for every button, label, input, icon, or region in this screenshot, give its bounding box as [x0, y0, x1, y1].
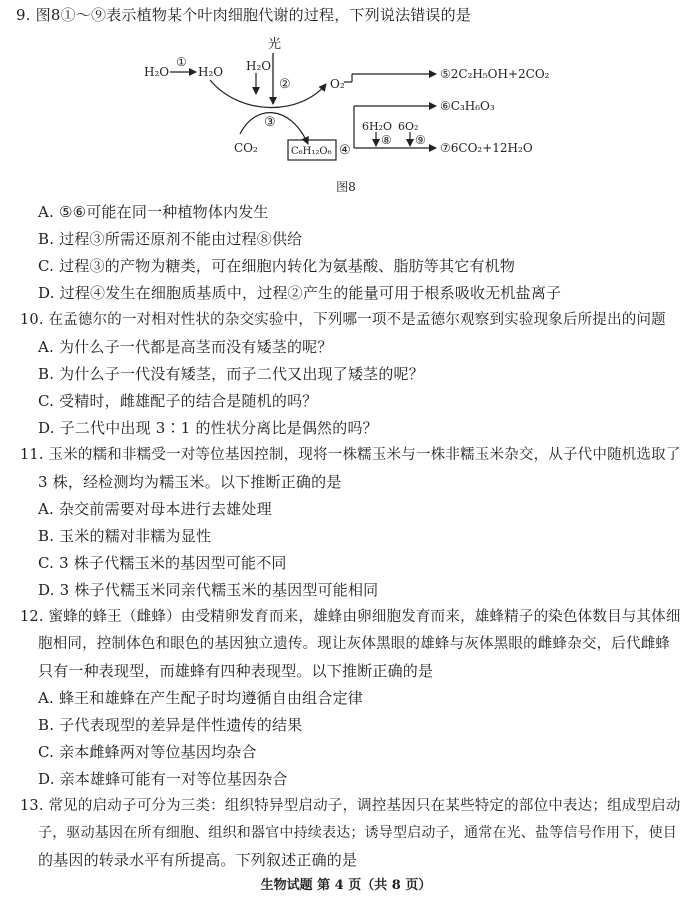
h2o-mid: H₂O: [198, 65, 224, 79]
q10-option-a: A. 为什么子一代都是高茎而没有矮茎的呢？: [38, 338, 333, 356]
q12-option-b: B. 子代表现型的差异是伴性遗传的结果: [38, 716, 303, 734]
metabolism-diagram: [140, 36, 560, 168]
q13-stem-line3: 的基因的转录水平有所提高。下列叙述正确的是: [38, 851, 358, 869]
q12-stem-line2: 胞相同，控制体色和眼色的基因独立遗传。现让灰体黑眼的雄蜂与灰体黑眼的雌蜂杂交，后代雌蜂: [38, 636, 671, 652]
q10-option-b: B. 为什么子一代没有矮茎，而子二代又出现了矮茎的呢？: [38, 365, 424, 383]
q10-stem: 10. 在孟德尔的一对相对性状的杂交实验中，下列哪一项不是孟德尔观察到实验现象后所提出的问题: [20, 312, 666, 328]
water-split-curve: [210, 80, 326, 108]
q9-option-d: D. 过程④发生在细胞质基质中，过程②产生的能量可用于根系吸收无机盐离子: [38, 284, 562, 302]
q9-option-b: B. 过程③所需还原剂不能由过程⑧供给: [38, 230, 303, 248]
product7: ⑦6CO₂+12H₂O: [440, 141, 533, 155]
q11-option-a: A. 杂交前需要对母本进行去雄处理: [38, 500, 272, 518]
product5: ⑤2C₂H₅OH+2CO₂: [440, 67, 550, 81]
co2-label: CO₂: [234, 141, 258, 155]
light-label: 光: [268, 37, 282, 52]
q10-option-d: D. 子二代中出现 3∶1 的性状分离比是偶然的吗？: [38, 419, 378, 437]
q11-option-b: B. 玉米的糯对非糯为显性: [38, 527, 212, 545]
h2o-top: H₂O: [246, 59, 272, 73]
q11-stem-line1: 11. 玉米的糯和非糯受一对等位基因控制，现将一株糯玉米与一株非糯玉米杂交，从子代中随机选取了: [20, 447, 681, 463]
six-h2o-label: 6H₂O: [362, 120, 393, 133]
q11-option-c: C. 3 株子代糯玉米的基因型可能不同: [38, 554, 287, 572]
product6: ⑥C₃H₆O₃: [440, 99, 495, 113]
h2o-left: H₂O: [144, 65, 170, 79]
figure-caption: 图8: [336, 180, 356, 194]
step3-label: ③: [264, 115, 276, 130]
q11-stem-line2: 3 株，经检测均为糯玉米。以下推断正确的是: [38, 473, 342, 491]
q9-option-c: C. 过程③的产物为糖类，可在细胞内转化为氨基酸、脂肪等其它有机物: [38, 257, 516, 275]
q12-option-c: C. 亲本雌蜂两对等位基因均杂合: [38, 743, 257, 761]
q13-stem-line2: 子，驱动基因在所有细胞、组织和器官中持续表达；诱导型启动子，通常在光、盐等信号作用下，使目: [38, 825, 677, 841]
q12-option-d: D. 亲本雄蜂可能有一对等位基因杂合: [38, 770, 288, 788]
q12-stem-line3: 只有一种表现型，而雄蜂有四种表现型。以下推断正确的是: [38, 662, 434, 680]
o2-label: O₂: [330, 77, 345, 91]
step8-label: ⑧: [381, 133, 392, 147]
page-footer: 生物试题 第 4 页（共 8 页）: [260, 878, 432, 893]
q12-stem-line1: 12. 蜜蜂的蜂王（雌蜂）由受精卵发育而来，雄蜂由卵细胞发育而来，雄蜂精子的染色体数目与其体细: [20, 609, 681, 625]
six-o2-label: 6O₂: [398, 120, 419, 133]
q9-stem: 9. 图8①～⑨表示植物某个叶肉细胞代谢的过程，下列说法错误的是: [16, 6, 472, 24]
q11-option-d: D. 3 株子代糯玉米同亲代糯玉米的基因型可能相同: [38, 581, 379, 599]
glucose-label: C₆H₁₂O₆: [291, 146, 332, 157]
step9-label: ⑨: [415, 133, 426, 147]
step4-label: ④: [339, 143, 351, 158]
q12-option-a: A. 蜂王和雄蜂在产生配子时均遵循自由组合定律: [38, 689, 363, 707]
step2-label: ②: [279, 77, 291, 92]
q10-option-c: C. 受精时，雌雄配子的结合是随机的吗？: [38, 392, 318, 410]
step1-label: ①: [176, 55, 187, 69]
q9-option-a: A. ⑤⑥可能在同一种植物体内发生: [38, 203, 269, 221]
q13-stem-line1: 13. 常见的启动子可分为三类：组织特异型启动子，调控基因只在某些特定的部位中表达；组成型启动: [20, 798, 681, 814]
